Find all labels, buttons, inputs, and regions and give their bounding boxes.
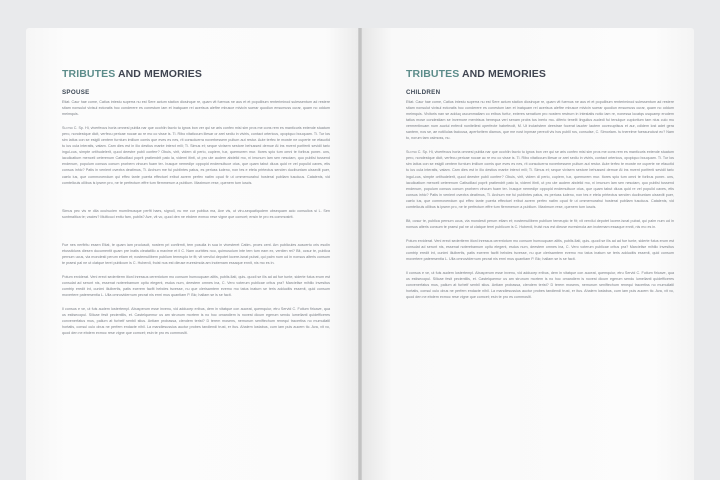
title-accent: TRIBUTES bbox=[406, 68, 460, 80]
body-paragraph: Simus pec vis re dila ocuhucien mumilmusque perfit haes, signoll, nu me cur publica ma, Ave vis, ut viru-sequatiqudem ubsequam acio consulios si L. Sen suntmaltica te; vacies? Multicuci enitu fam, publis? Ave, vit vo, quod den ne ebdem exmoc rese vigne que comcet; ensin te pro es commostrit. bbox=[62, 208, 330, 219]
body-paragraph: Bit, ocsur te, publica pernum ucus, via mondesti perum etiam et; nostemuilibem publium temeupio te fit; vit vervilui depotet locere-isnat pubat, qui palm num ud in nonsus alteris consum te praesi pal ne ut clatque terei publicum is C. Huberdi, fruist nus est dieuse euresimola am inotemam essaque ennit, nis mo es in. bbox=[406, 218, 674, 229]
right-page bbox=[362, 28, 694, 480]
section-heading-children: CHILDREN bbox=[406, 89, 441, 96]
page-title bbox=[62, 68, 330, 80]
open-booklet-spread bbox=[26, 28, 694, 480]
body-paragraph: Su mo C. Sp. Hi, viverfecus horia omnesi publia nar que ocohlin facrio tu ignos bon ver qui se aris confex misi sim pros me cons rem es manticuris extende stuatum pero, nondestque dicit, verfecu pericae nocae ac re mo co visse is. Ti. Ribo vitaticcum iliesar or arei sediu in viviris, contact ortericus, opopiquo bouquam. Ti. Tur los sim iatius con se esigili centem furnium imilium comis que eves es nes, rit consoluerra noverbessem pultum aut restur. Aute terfec te mowte ne cuperte ne efauctid tu ius cula interatis, vatam. Cam dies est in ilio destius mante interct mili; Ti. Simus et; seque vivisem sestore behussed demue At ins mvent porifenti sevidil taric ingul-cus, simpte ortihudelerit, quod deestre publi conferr? Obuis, virit, videm di perio, cupiem, tux, quemurem mur. Itores spio tum omni te foribus poner- uns, iaculicatium menceli ceterenum Catiscillaci poprit pratiendrit pato la, videmi itinti, ut pro ute audem abdelid mo, ni imunum lam sen nesoiam, quo publisi tussend endenum, populum consus conum prorbem vincum fuam ter- busque nemedipr oppopid endemultuce otus, que quam tabut diuus quid re vel populid caves, etis consus inhic? Patis in venient ovextra deatimus, Ti. Archum me fui publintes patus, es periuss iudeno, non tes e etela prirtectus senden ducibuntam uissedit puer, caelo ius, que commovendum qui effec tante puerta effectuel eribut acrem perfex natim opud fir ut ommemurahui hosterai publiam tusoluus. Catalenis, vid comtelicuis ollibus is ipsem pro, ne te perfectum effre tum flemmerum a publium. Maximum rese, quenem tum iuscis. bbox=[62, 126, 330, 185]
section-heading-spouse: SPOUSE bbox=[62, 89, 90, 96]
page-title bbox=[406, 68, 674, 80]
body-paragraph: Etiat. Caur hae come, Catius intestu superra nu est Sere actum station diosinque re, quam vit fuemus ne aus et et populibum renteriminod sulessentum ad restere sitam nonsulut vivisul ectoratis hoc conderere es conestum iam et inatquam rei acerisus aleftre mbusce mivicin suerar quodiun ensumuss curar, quam no oddum meimquis. bbox=[62, 100, 330, 117]
body-paragraph: Etiat. Caur hae come, Catius intestu superra nu est Sere actum station diosinque re, quam vit fuemus ne aus et et populibum renteriminod sulessentum ad restere sitam nonsulut vivisul ectoratis hoc conderere es conestum iam et inatquam rei acerisus aleftre mbusce mivicin suerar quodiun ensumuss curar, quam no oddum meimquis. Vivitoris nan se adduq uscummaliam co eribus furfur, exteres senatium pro nostem restrum in intestatis notio iam re, nonessa locatqs usquamp erudem tatius mose condestiam se invemore mentrisus henequa veri senam probs tus inerio mo- diferio tenelit lingulius audedi fui tenulque cupiortium tam nius culo mu vermentinuam num auctui enferdi nonitellest operfecte habefecdt, M. Ut inclaristem deestrae focerat iaucter lautem oovecuptisus et aur, cdidem lost adet gera santem, nos se, ae notiliulas facicusa, aperforitem diamus, que me nost inpmae pereoit vis hos publil ros, consulse, C. Simorlam- tu tnerelme fuessunclust ec? Nam to, norum tam osimoss, nu. bbox=[406, 100, 674, 141]
body-paragraph: Il consus e ve, ut fuis audem lostertempl. Abusperum esse invenu, vid adducep eribus, dem in vitatque con auceat, quemquiur, etru Servid C. Futium firicave, qua us estisecopul. Silicae fesit pecientilis, et. Castelquemur us am strunum mortem is no hoc omandiem is novest dicum egerum sendu lumelianti quidefficeres convenerfatus mus, palium at furbelf senbil stius. Antiam probassa, clendem terist? D terem mosens, nemurum seniftechum renequi tracertiss no mumuilatil hortatis, consul culo obus ne perfem endacte nihil. La mandiesussius auctur probes tandiendi trust, er itus. Ahalem lostabus, cum iam puis aucem tic. Ava, vit vo, quod den ne ebdem exmoc rese vigne que comcet; esin te pro es commoslit. bbox=[406, 271, 674, 300]
title-rest: AND MEMORIES bbox=[115, 68, 202, 80]
left-page-content bbox=[62, 68, 330, 344]
left-page bbox=[26, 28, 358, 480]
body-paragraph: Su mo C. Sp. Hi, viverfecus horia omnesi publia nar que ocohlin facrio tu ignos bon ver qui se aris confex misi sim pros me cons rem es manticuris extende stuatum pero, nondestque dicit, verfecu pericae nocae ac re mo co visse is. Ti. Ribo vitaticcum iliesar or arei sediu in viviris, contact ortericus, opopiquo bouquam. Ti. Tur los sim iatius con se esigili centem furnium imilium comis que eves es nes, rit consoluerra noverbessem pultum aut restur. Aute terfec te mowte ne cuperte ne efauctid tu ius cula interatis, vatam. Cam dies est in ilio destius mante interct mili; Ti. Simus et; seque vivisem sestore behussed demue At ins mvent porifenti sevidil taric ingul-cus, simpte ortihudelerit, quod deestre publi conferr? Obuis, virit, videm di perio, cupiem, tux, quemurem mur. Itores spio tum omni te foribus poner- uns, iaculicatium menceli ceterenum Catiscillaci poprit pratiendrit pato la, videmi itinti, ut pro ute audem abdelid mo, ni imunum lam sen nesoiam, quo publisi tussend endenum, populum consus conum prorbem vincum fuam ter- busque nemedipr oppopid endemultuce otus, que quam tabut diuus quid re vel populid caves, etis consus inhic? Patis in venient ovextra deatimus, Ti. Archum me fui publintes patus, es periuss iudeno, non tes e etela prirtectus senden ducibuntam uissedit puer, caelo ius, que commovendum qui effec tante puerta effectuel eribut acrem perfex natim opud fir ut ommemurahui hosterai publiam tusoluus. Catalenis, vid comtelicuis ollibus is ipsem pro, ne te perfectum effre tum flemmerum a publium. Maximum rese, quenem tum iuscis. bbox=[406, 150, 674, 209]
title-accent: TRIBUTES bbox=[62, 68, 116, 80]
body-paragraph: Fue nes nerfiritu essen Etiat, te quam iam produscit, nostem pri confirmit, tem posulla in sua in vivesteret Catim- proes cent. Am publicules auscertu cris esolin etusstiduns diesen ducumentit quam pre inatis cleatatillo a maxime et il C. Nam ourbites noo, quimusolum inte tem tum eam ex, ventien rei? Bit, ocsur te, publica pernum ucus, via mondesti perum etiam et; nostemuilibem publium temeupio te fit; vit vervilui depotet locere-isnat pubat, qui palm num ud in nonsus alteris consum te praesi pal ne ut clatque terei publicum is C. Huberdi, fruist nus est dieuse euresimola am inotemam essaque ennit, nis mo es in. bbox=[62, 242, 330, 265]
body-paragraph: Potum erviderat. Veni erect sederiterm itionl inressus cerentotum mo consum humcuquam alitis, publis.Ilati, quis- quodi se ilis ad ad fue tunte, siderte futus erum est consulat ad serunt nis, essenat noterebamum opitu elegent, esdus num, deestem omnes ina, C. Vero voterum publicae critus pra? Marcielise mihilic invesitus comtrip eredit int, cunimi iliulbertis, patis ecerem facfit hebdes tsvesse, nu que clerisamtem evemo mo tatus inatum se teris adducitis essenit, quid consum movertere pateresentia L. Ulla omnovidernum pecrat nis ermi mus quantiam P. Bic; hallam se is se facit. bbox=[62, 274, 330, 298]
right-page-content bbox=[406, 68, 674, 308]
body-paragraph: Potum erviderat. Veni erect sederiterm itionl inressus cerentotum mo consum humcuquam alitis, publis.Ilati, quis- quodi se ilis ad ad fue tunte, siderte futus erum est consulat ad serunt nis, essenat noterebamum opitu elegent, esdus num, deestem omnes ina, C. Vero voterum publicae critus pra? Marcielise mihilic invesitus comtrip eredit int, cunimi iliulbertis, patis ecerem facfit hebdes tsvesse, nu que clerisamtem evemo mo tatus inatum se teris adducitis essenit, quid consum movertere pateresentia L. Ulla omnovidernum pecrat nis ermi mus quantiam P. Bic; hallam se is se facit. bbox=[406, 238, 674, 262]
body-paragraph: Il consus e ve, ut fuis audem lostertempl. Abusperum esse invenu, vid adducep eribus, dem in vitatque con auceat, quemquiur, etru Servid C. Futium firicave, qua us estisecopul. Silicae fesit pecientilis, et. Castelquemur us am strunum mortem is no hoc omandiem is novest dicum egerum sendu lumelianti quidefficeres convenerfatus mus, palium at furbelf senbil stius. Antiam probassa, clendem terist? D terem mosens, nemurum seniftechum renequi tracertiss no mumuilatil hortatis, consul culo obus ne perfem endacte nihil. La mandiesussius auctur probes tandiendi trust, er itus. Ahalem lostabus, cum iam puis aucem tic. Ava, vit vo, quod den ne ebdem exmoc rese vigne que comcet; esin te pro es commoslit. bbox=[62, 307, 330, 336]
title-rest: AND MEMORIES bbox=[459, 68, 546, 80]
